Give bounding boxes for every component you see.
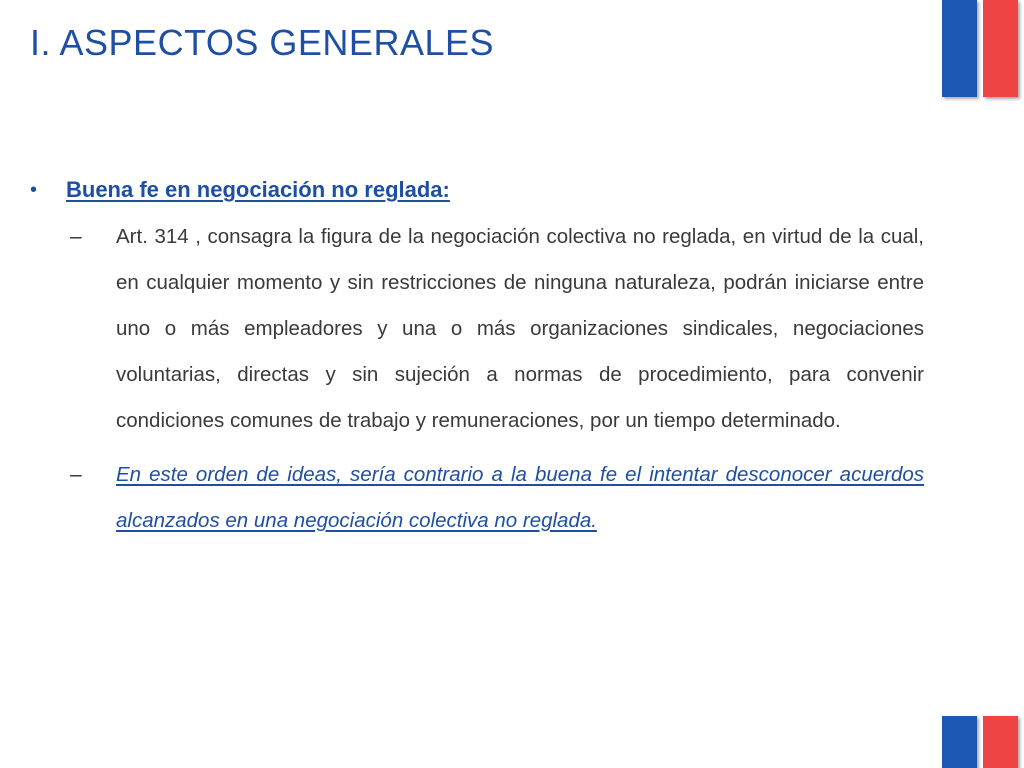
flag-stripe-blue [942, 716, 977, 768]
slide-content [30, 172, 924, 544]
dash-icon: – [70, 225, 82, 248]
conclusion-paragraph: En este orden de ideas, sería contrario a la buena fe el intentar desconocer acuerdos alcanzados en una negociación colectiva no reglada. [116, 463, 924, 532]
flag-stripe-blue [942, 0, 977, 97]
flag-stripe-red [983, 716, 1018, 768]
dash-icon: – [70, 463, 82, 486]
flag-logo-top [942, 0, 1018, 97]
bullet-icon: • [30, 179, 38, 201]
flag-logo-bottom [942, 716, 1018, 768]
bullet-item [30, 172, 924, 208]
slide-title: I. ASPECTOS GENERALES [30, 22, 494, 63]
article-paragraph: Art. 314 , consagra la figura de la negociación colectiva no reglada, en virtud de la cual, en cualquier momento y sin restricciones de ninguna naturaleza, podrán iniciarse entre uno o más empleadores y una o más organizaciones sindicales, negociaciones voluntarias, directas y sin sujeción a normas de procedimiento, para convenir condiciones comunes de trabajo y remuneraciones, por un tiempo determinado. [116, 225, 924, 432]
sub-item-article [66, 214, 924, 444]
sub-item-conclusion [66, 452, 924, 544]
flag-stripe-red [983, 0, 1018, 97]
section-heading: Buena fe en negociación no reglada: [66, 177, 450, 202]
